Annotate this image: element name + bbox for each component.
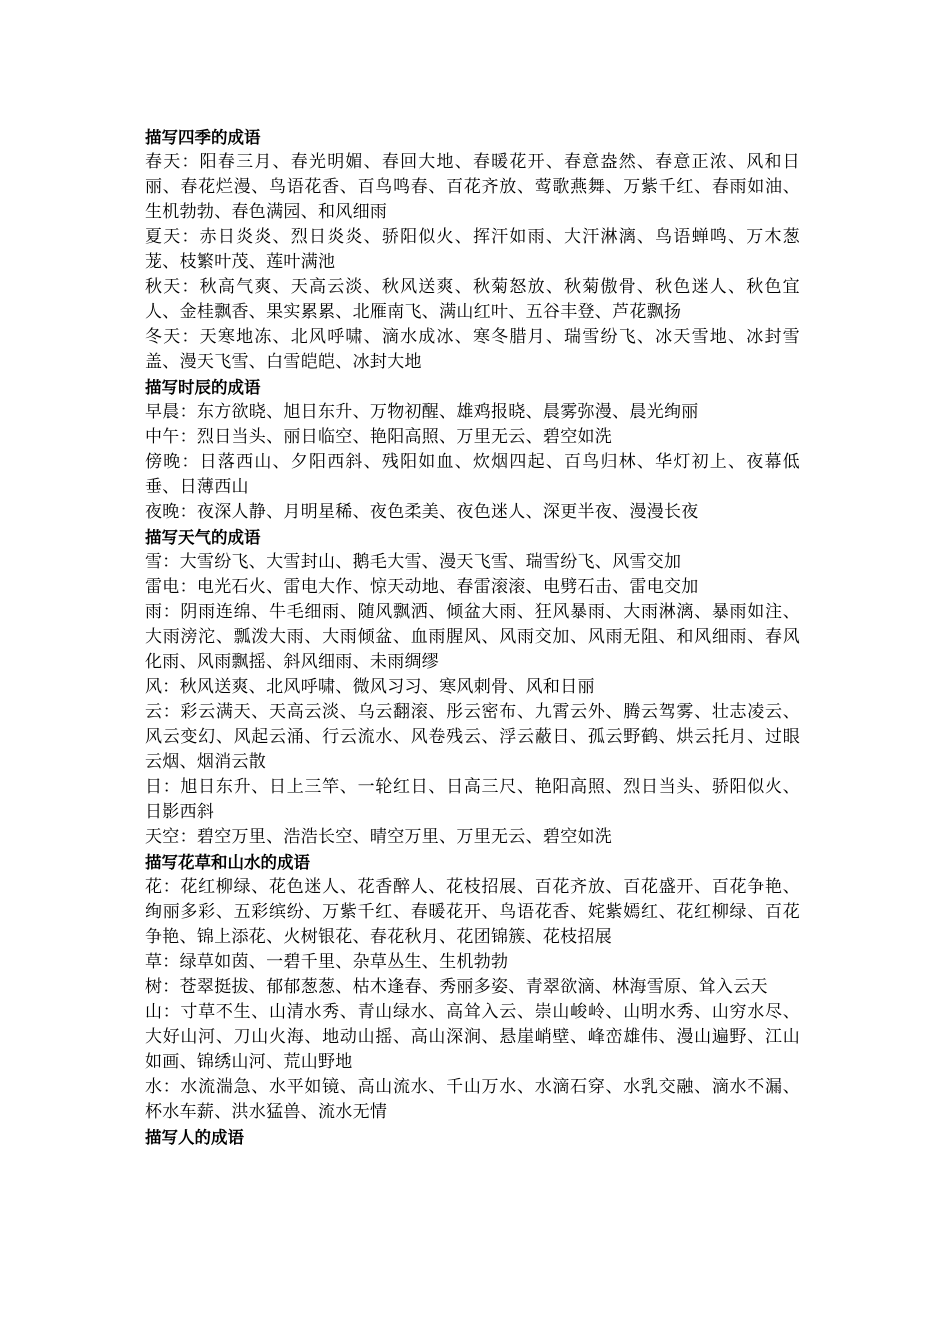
- section-heading: 描写时辰的成语: [145, 378, 261, 397]
- paragraph-dusk: 傍晚：日落西山、夕阳西斜、残阳如血、炊烟四起、百鸟归林、华灯初上、夜幕低垂、日薄西山: [145, 452, 800, 497]
- paragraph-wind: 风：秋风送爽、北风呼啸、微风习习、寒风刺骨、风和日丽: [145, 677, 595, 697]
- section-heading: 描写天气的成语: [145, 528, 261, 547]
- paragraph-mountain: 山：寸草不生、山清水秀、青山绿水、高耸入云、崇山峻岭、山明水秀、山穷水尽、大好山河、刀山火海、地动山摇、高山深涧、悬崖峭壁、峰峦雄伟、漫山遍野、江山如画、锦绣山河、荒山野地: [145, 1002, 800, 1072]
- paragraph-grass: 草：绿草如茵、一碧千里、杂草丛生、生机勃勃: [145, 952, 509, 972]
- paragraph-thunder: 雷电：电光石火、雷电大作、惊天动地、春雷滚滚、电劈石击、雷电交加: [145, 577, 699, 597]
- section-times-of-day: [145, 375, 800, 525]
- paragraph-water: 水：水流湍急、水平如镜、高山流水、千山万水、水滴石穿、水乳交融、滴水不漏、杯水车薪、洪水猛兽、流水无情: [145, 1077, 800, 1122]
- paragraph-snow: 雪：大雪纷飞、大雪封山、鹅毛大雪、漫天飞雪、瑞雪纷飞、风雪交加: [145, 552, 682, 572]
- section-four-seasons: [145, 125, 800, 375]
- section-flowers-landscape: [145, 850, 800, 1125]
- paragraph-flower: 花：花红柳绿、花色迷人、花香醉人、花枝招展、百花齐放、百花盛开、百花争艳、绚丽多彩、五彩缤纷、万紫千红、春暖花开、鸟语花香、姹紫嫣红、花红柳绿、百花争艳、锦上添花、火树银花、春花秋月、花团锦簇、花枝招展: [145, 877, 800, 947]
- paragraph-sky: 天空：碧空万里、浩浩长空、晴空万里、万里无云、碧空如洗: [145, 827, 613, 847]
- paragraph-spring: 春天：阳春三月、春光明媚、春回大地、春暖花开、春意盎然、春意正浓、风和日丽、春花烂漫、鸟语花香、百鸟鸣春、百花齐放、莺歌燕舞、万紫千红、春雨如油、生机勃勃、春色满园、和风细雨: [145, 152, 800, 222]
- paragraph-night: 夜晚：夜深人静、月明星稀、夜色柔美、夜色迷人、深更半夜、漫漫长夜: [145, 502, 699, 522]
- section-weather: [145, 525, 800, 850]
- paragraph-sun: 日：旭日东升、日上三竿、一轮红日、日高三尺、艳阳高照、烈日当头、骄阳似火、日影西斜: [145, 777, 800, 822]
- paragraph-morning: 早晨：东方欲晓、旭日东升、万物初醒、雄鸡报晓、晨雾弥漫、晨光绚丽: [145, 402, 699, 422]
- section-heading: 描写花草和山水的成语: [145, 853, 310, 872]
- section-people: [145, 1125, 800, 1150]
- paragraph-cloud: 云：彩云满天、天高云淡、乌云翻滚、彤云密布、九霄云外、腾云驾雾、壮志凌云、风云变幻、风起云涌、行云流水、风卷残云、浮云蔽日、孤云野鹤、烘云托月、过眼云烟、烟消云散: [145, 702, 800, 772]
- section-heading: 描写四季的成语: [145, 128, 261, 147]
- document-body: [145, 125, 800, 1150]
- paragraph-summer: 夏天：赤日炎炎、烈日炎炎、骄阳似火、挥汗如雨、大汗淋漓、鸟语蝉鸣、万木葱茏、枝繁叶茂、莲叶满池: [145, 227, 800, 272]
- paragraph-autumn: 秋天：秋高气爽、天高云淡、秋风送爽、秋菊怒放、秋菊傲骨、秋色迷人、秋色宜人、金桂飘香、果实累累、北雁南飞、满山红叶、五谷丰登、芦花飘扬: [145, 277, 800, 322]
- paragraph-tree: 树：苍翠挺拔、郁郁葱葱、枯木逢春、秀丽多姿、青翠欲滴、林海雪原、耸入云天: [145, 977, 768, 997]
- paragraph-noon: 中午：烈日当头、丽日临空、艳阳高照、万里无云、碧空如洗: [145, 427, 613, 447]
- paragraph-rain: 雨：阴雨连绵、牛毛细雨、随风飘洒、倾盆大雨、狂风暴雨、大雨淋漓、暴雨如注、大雨滂沱、瓢泼大雨、大雨倾盆、血雨腥风、风雨交加、风雨无阻、和风细雨、春风化雨、风雨飘摇、斜风细雨、未雨绸缪: [145, 602, 800, 672]
- paragraph-winter: 冬天：天寒地冻、北风呼啸、滴水成冰、寒冬腊月、瑞雪纷飞、冰天雪地、冰封雪盖、漫天飞雪、白雪皑皑、冰封大地: [145, 327, 800, 372]
- section-heading: 描写人的成语: [145, 1128, 244, 1147]
